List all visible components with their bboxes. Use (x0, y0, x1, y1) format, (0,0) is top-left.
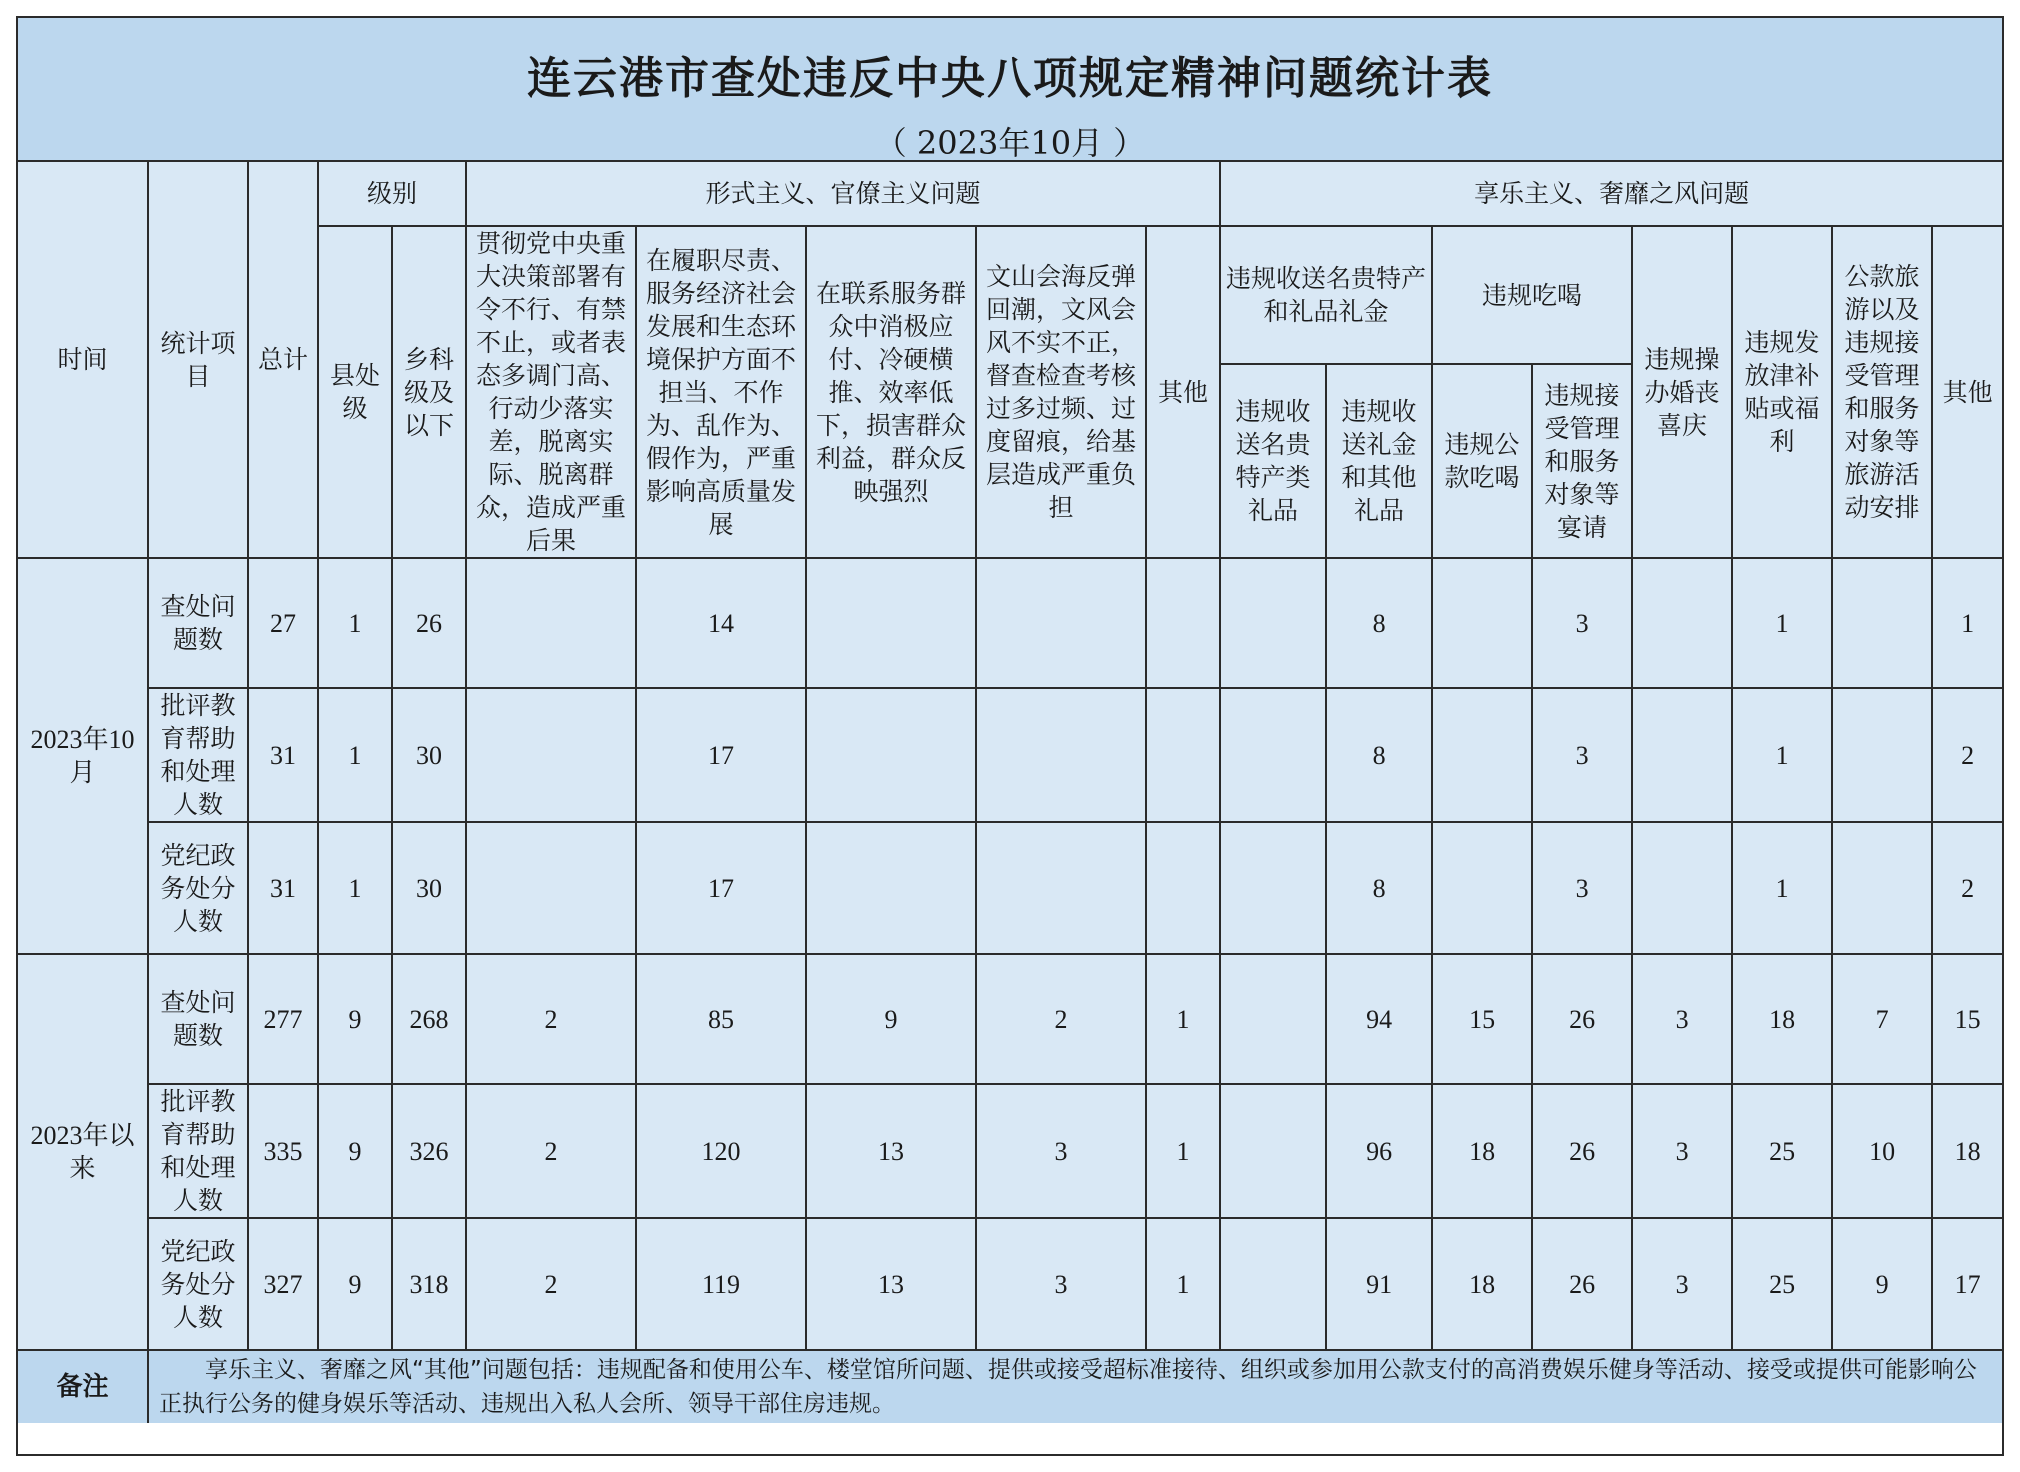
value-cell: 91 (1326, 1218, 1432, 1350)
header-total: 总计 (248, 162, 318, 558)
title-banner (18, 18, 2002, 162)
value-cell: 277 (248, 954, 318, 1084)
value-cell: 9 (806, 954, 976, 1084)
header-dining: 违规吃喝 (1432, 226, 1632, 364)
value-cell: 18 (1432, 1218, 1532, 1350)
value-cell (806, 822, 976, 954)
header-formalism-2: 在履职尽责、服务经济社会发展和生态环境保护方面不担当、不作为、乱作为、假作为，严重影响高质量发展 (636, 226, 806, 558)
value-cell: 8 (1326, 688, 1432, 822)
value-cell: 26 (392, 558, 466, 688)
value-cell (1220, 1084, 1326, 1218)
value-cell: 268 (392, 954, 466, 1084)
value-cell: 18 (1932, 1084, 2002, 1218)
value-cell: 3 (1532, 822, 1632, 954)
value-cell (466, 822, 636, 954)
table-row (18, 688, 2002, 822)
value-cell: 30 (392, 822, 466, 954)
value-cell: 2 (466, 1084, 636, 1218)
value-cell: 9 (318, 1084, 392, 1218)
value-cell: 3 (1632, 1084, 1732, 1218)
value-cell (1220, 822, 1326, 954)
value-cell: 85 (636, 954, 806, 1084)
header-county-level: 县处级 (318, 226, 392, 558)
value-cell (1832, 822, 1932, 954)
table-row (18, 1084, 2002, 1218)
header-hedonism-other: 其他 (1932, 226, 2002, 558)
table-row (18, 1218, 2002, 1350)
value-cell (1146, 822, 1220, 954)
period-cell: 2023年以来 (18, 954, 148, 1350)
header-time: 时间 (18, 162, 148, 558)
value-cell (1432, 558, 1532, 688)
value-cell: 96 (1326, 1084, 1432, 1218)
row-label: 查处问题数 (148, 954, 248, 1084)
header-formalism-3: 在联系服务群众中消极应付、冷硬横推、效率低下，损害群众利益，群众反映强烈 (806, 226, 976, 558)
value-cell: 9 (318, 1218, 392, 1350)
value-cell (1432, 688, 1532, 822)
table-row (18, 954, 2002, 1084)
remark-row (18, 1350, 2002, 1423)
statistics-sheet (16, 16, 2004, 1456)
value-cell: 9 (1832, 1218, 1932, 1350)
row-label: 查处问题数 (148, 558, 248, 688)
value-cell: 326 (392, 1084, 466, 1218)
value-cell: 7 (1832, 954, 1932, 1084)
remark-label: 备注 (18, 1350, 148, 1423)
value-cell: 26 (1532, 1218, 1632, 1350)
header-formalism-1: 贯彻党中央重大决策部署有令不行、有禁不止，或者表态多调门高、行动少落实差，脱离实际、脱离群众，造成严重后果 (466, 226, 636, 558)
value-cell: 30 (392, 688, 466, 822)
value-cell: 327 (248, 1218, 318, 1350)
value-cell: 1 (1732, 822, 1832, 954)
value-cell: 26 (1532, 954, 1632, 1084)
header-dining-banquet: 违规接受管理和服务对象等宴请 (1532, 364, 1632, 558)
page-subtitle: （ 2023年10月 ） (874, 124, 1146, 162)
value-cell: 94 (1326, 954, 1432, 1084)
value-cell: 3 (1632, 1218, 1732, 1350)
value-cell: 15 (1432, 954, 1532, 1084)
value-cell: 14 (636, 558, 806, 688)
value-cell (1220, 558, 1326, 688)
header-gifts-specialty: 违规收送名贵特产类礼品 (1220, 364, 1326, 558)
value-cell (466, 688, 636, 822)
value-cell: 17 (1932, 1218, 2002, 1350)
value-cell: 2 (976, 954, 1146, 1084)
value-cell: 3 (1532, 688, 1632, 822)
value-cell: 15 (1932, 954, 2002, 1084)
header-level: 级别 (318, 162, 466, 226)
value-cell (466, 558, 636, 688)
value-cell (1832, 688, 1932, 822)
header-dining-public: 违规公款吃喝 (1432, 364, 1532, 558)
period-cell: 2023年10月 (18, 558, 148, 954)
value-cell: 17 (636, 688, 806, 822)
value-cell (1832, 558, 1932, 688)
header-township-level: 乡科级及以下 (392, 226, 466, 558)
row-label: 批评教育帮助和处理人数 (148, 1084, 248, 1218)
value-cell (806, 688, 976, 822)
header-gifts-cash: 违规收送礼金和其他礼品 (1326, 364, 1432, 558)
header-wedding: 违规操办婚丧喜庆 (1632, 226, 1732, 558)
value-cell (1220, 954, 1326, 1084)
table-row (18, 558, 2002, 688)
header-formalism-4: 文山会海反弹回潮，文风会风不实不正，督查检查考核过多过频、过度留痕，给基层造成严重负担 (976, 226, 1146, 558)
header-formalism-other: 其他 (1146, 226, 1220, 558)
header-travel: 公款旅游以及违规接受管理和服务对象等旅游活动安排 (1832, 226, 1932, 558)
value-cell: 3 (976, 1084, 1146, 1218)
table-row (18, 822, 2002, 954)
page-title: 连云港市查处违反中央八项规定精神问题统计表 (527, 53, 1493, 104)
value-cell: 26 (1532, 1084, 1632, 1218)
value-cell: 25 (1732, 1218, 1832, 1350)
value-cell (806, 558, 976, 688)
value-cell: 8 (1326, 558, 1432, 688)
value-cell (1432, 822, 1532, 954)
value-cell: 13 (806, 1084, 976, 1218)
value-cell: 3 (1632, 954, 1732, 1084)
value-cell (1632, 822, 1732, 954)
value-cell (976, 558, 1146, 688)
value-cell: 1 (1932, 558, 2002, 688)
value-cell: 18 (1732, 954, 1832, 1084)
row-label: 党纪政务处分人数 (148, 1218, 248, 1350)
value-cell: 120 (636, 1084, 806, 1218)
value-cell: 13 (806, 1218, 976, 1350)
header-allowance: 违规发放津补贴或福利 (1732, 226, 1832, 558)
value-cell: 17 (636, 822, 806, 954)
value-cell: 1 (1732, 558, 1832, 688)
row-label: 批评教育帮助和处理人数 (148, 688, 248, 822)
value-cell: 318 (392, 1218, 466, 1350)
value-cell: 25 (1732, 1084, 1832, 1218)
header-hedonism: 享乐主义、奢靡之风问题 (1220, 162, 2002, 226)
value-cell (1146, 688, 1220, 822)
value-cell: 1 (1146, 954, 1220, 1084)
value-cell: 3 (1532, 558, 1632, 688)
value-cell: 2 (466, 954, 636, 1084)
header-gifts: 违规收送名贵特产和礼品礼金 (1220, 226, 1432, 364)
row-label: 党纪政务处分人数 (148, 822, 248, 954)
value-cell (1220, 688, 1326, 822)
value-cell: 3 (976, 1218, 1146, 1350)
value-cell: 9 (318, 954, 392, 1084)
value-cell: 119 (636, 1218, 806, 1350)
header-item: 统计项目 (148, 162, 248, 558)
value-cell: 1 (1732, 688, 1832, 822)
value-cell: 2 (1932, 688, 2002, 822)
header-formalism: 形式主义、官僚主义问题 (466, 162, 1220, 226)
remark-text: 享乐主义、奢靡之风“其他”问题包括：违规配备和使用公车、楼堂馆所问题、提供或接受超标准接待、组织或参加用公款支付的高消费娱乐健身等活动、接受或提供可能影响公正执行公务的健身娱乐等活动、违规出入私人会所、领导干部住房违规。 (148, 1350, 2002, 1423)
value-cell: 1 (318, 558, 392, 688)
value-cell: 31 (248, 688, 318, 822)
value-cell: 31 (248, 822, 318, 954)
value-cell: 2 (1932, 822, 2002, 954)
value-cell: 27 (248, 558, 318, 688)
value-cell (1220, 1218, 1326, 1350)
value-cell: 10 (1832, 1084, 1932, 1218)
value-cell (1146, 558, 1220, 688)
value-cell (976, 822, 1146, 954)
value-cell: 1 (318, 688, 392, 822)
statistics-table (18, 162, 2002, 1423)
value-cell: 1 (1146, 1084, 1220, 1218)
value-cell: 1 (1146, 1218, 1220, 1350)
value-cell: 335 (248, 1084, 318, 1218)
value-cell: 1 (318, 822, 392, 954)
value-cell: 2 (466, 1218, 636, 1350)
value-cell (1632, 558, 1732, 688)
value-cell (976, 688, 1146, 822)
value-cell (1632, 688, 1732, 822)
value-cell: 18 (1432, 1084, 1532, 1218)
value-cell: 8 (1326, 822, 1432, 954)
